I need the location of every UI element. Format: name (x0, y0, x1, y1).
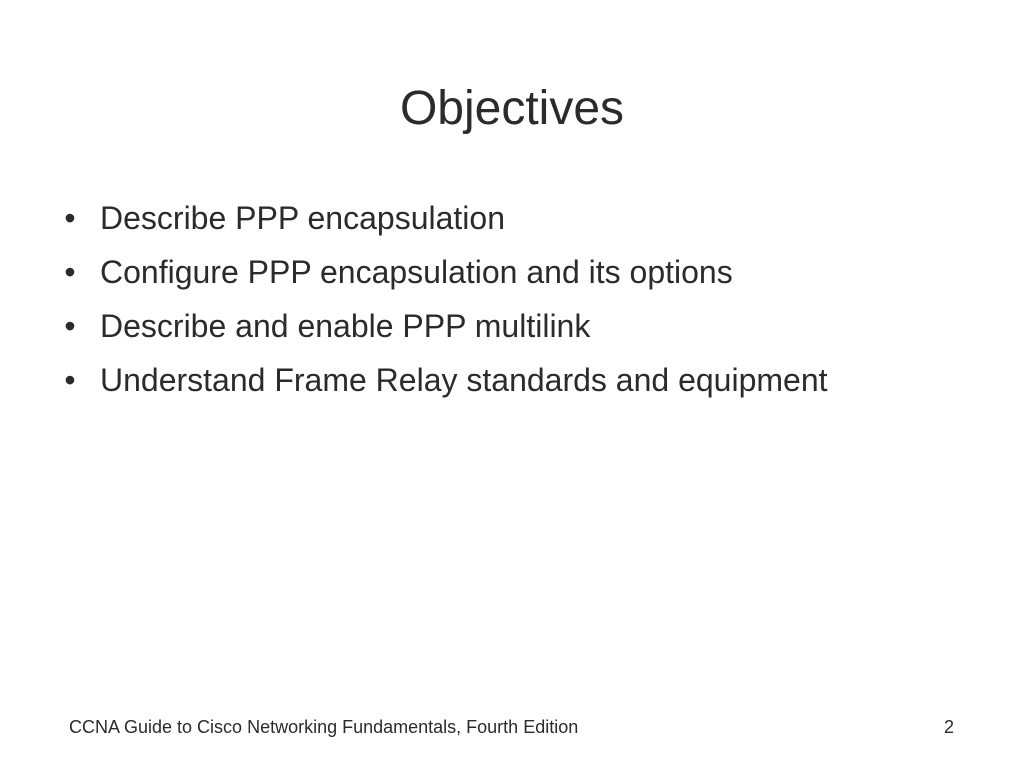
objective-text: Understand Frame Relay standards and equipment (100, 362, 828, 398)
objective-item (58, 353, 828, 407)
bullet-icon: • (64, 200, 76, 236)
objective-text: Describe PPP encapsulation (100, 200, 505, 236)
footer-book-title: CCNA Guide to Cisco Networking Fundamentals, Fourth Edition (69, 717, 579, 737)
page-number: 2 (943, 717, 954, 737)
bullet-icon: • (64, 308, 76, 344)
slide-title: Objectives (399, 82, 625, 135)
objective-text: Configure PPP encapsulation and its options (100, 254, 733, 290)
objectives-list (58, 191, 828, 407)
objective-item (58, 245, 828, 299)
objective-text: Describe and enable PPP multilink (100, 308, 591, 344)
bullet-icon: • (64, 254, 76, 290)
bullet-icon: • (64, 362, 76, 398)
objective-item (58, 191, 828, 245)
objective-item (58, 299, 828, 353)
